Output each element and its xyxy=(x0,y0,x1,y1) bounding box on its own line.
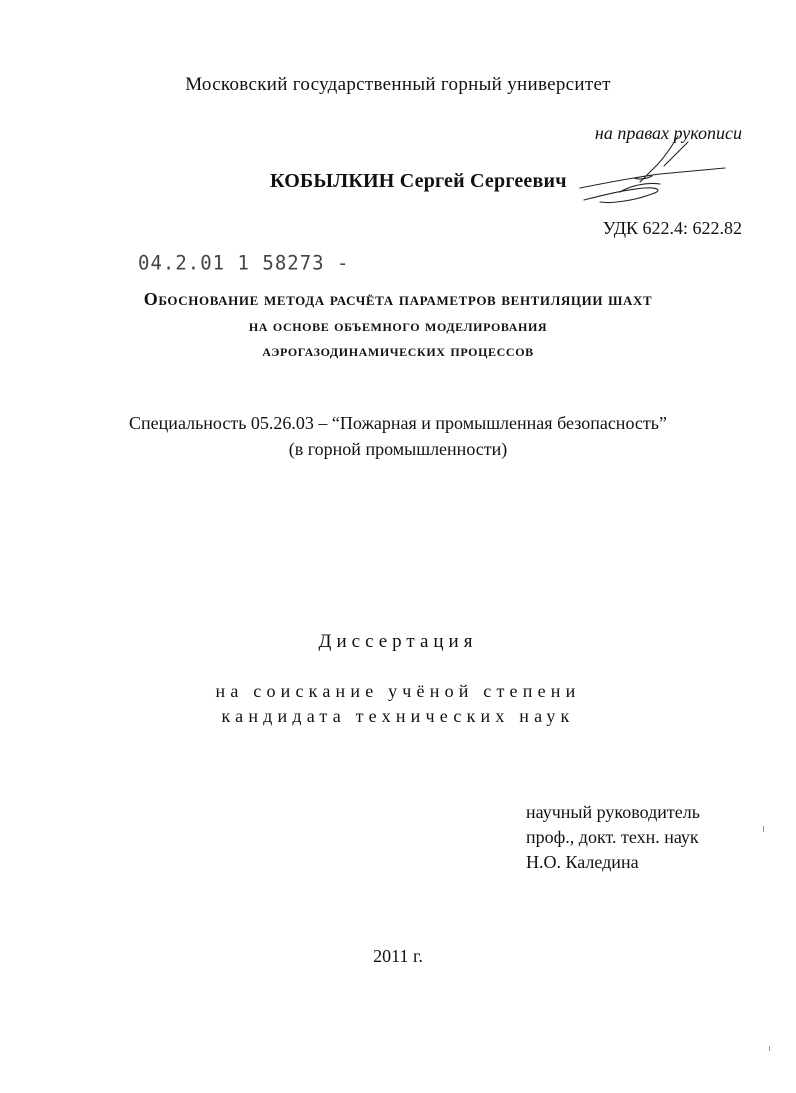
udk-code: УДК 622.4: 622.82 xyxy=(602,218,742,238)
specialty-line-1: Специальность 05.26.03 – “Пожарная и промышленная безопасность” xyxy=(129,413,667,433)
degree-line-2: кандидата технических наук xyxy=(221,706,575,726)
scan-speck xyxy=(769,1046,770,1051)
document-year: 2011 г. xyxy=(373,946,423,966)
archive-stamp-number: 04.2.01 1 58273 - xyxy=(138,251,350,275)
specialty-line-2: (в горной промышленности) xyxy=(288,439,508,459)
title-line-1: Обоснование метода расчёта параметров вентиляции шахт xyxy=(143,289,653,309)
supervisor-role: научный руководитель xyxy=(526,802,700,822)
manuscript-note: на правах рукописи xyxy=(594,123,742,143)
supervisor-block xyxy=(526,800,700,875)
supervisor-name: Н.О. Каледина xyxy=(526,852,639,872)
title-line-3: аэрогазодинамических процессов xyxy=(262,341,534,360)
university-name: Московский государственный горный университет xyxy=(185,74,611,95)
document-type: Диссертация xyxy=(318,631,478,652)
title-line-2: на основе объемного моделирования xyxy=(248,316,548,335)
degree-line-1: на соискание учёной степени xyxy=(215,681,581,701)
supervisor-rank: проф., докт. техн. наук xyxy=(526,827,699,847)
scan-speck xyxy=(763,826,764,832)
handwritten-signature xyxy=(560,132,730,212)
author-name: КОБЫЛКИН Сергей Сергеевич xyxy=(270,170,567,192)
